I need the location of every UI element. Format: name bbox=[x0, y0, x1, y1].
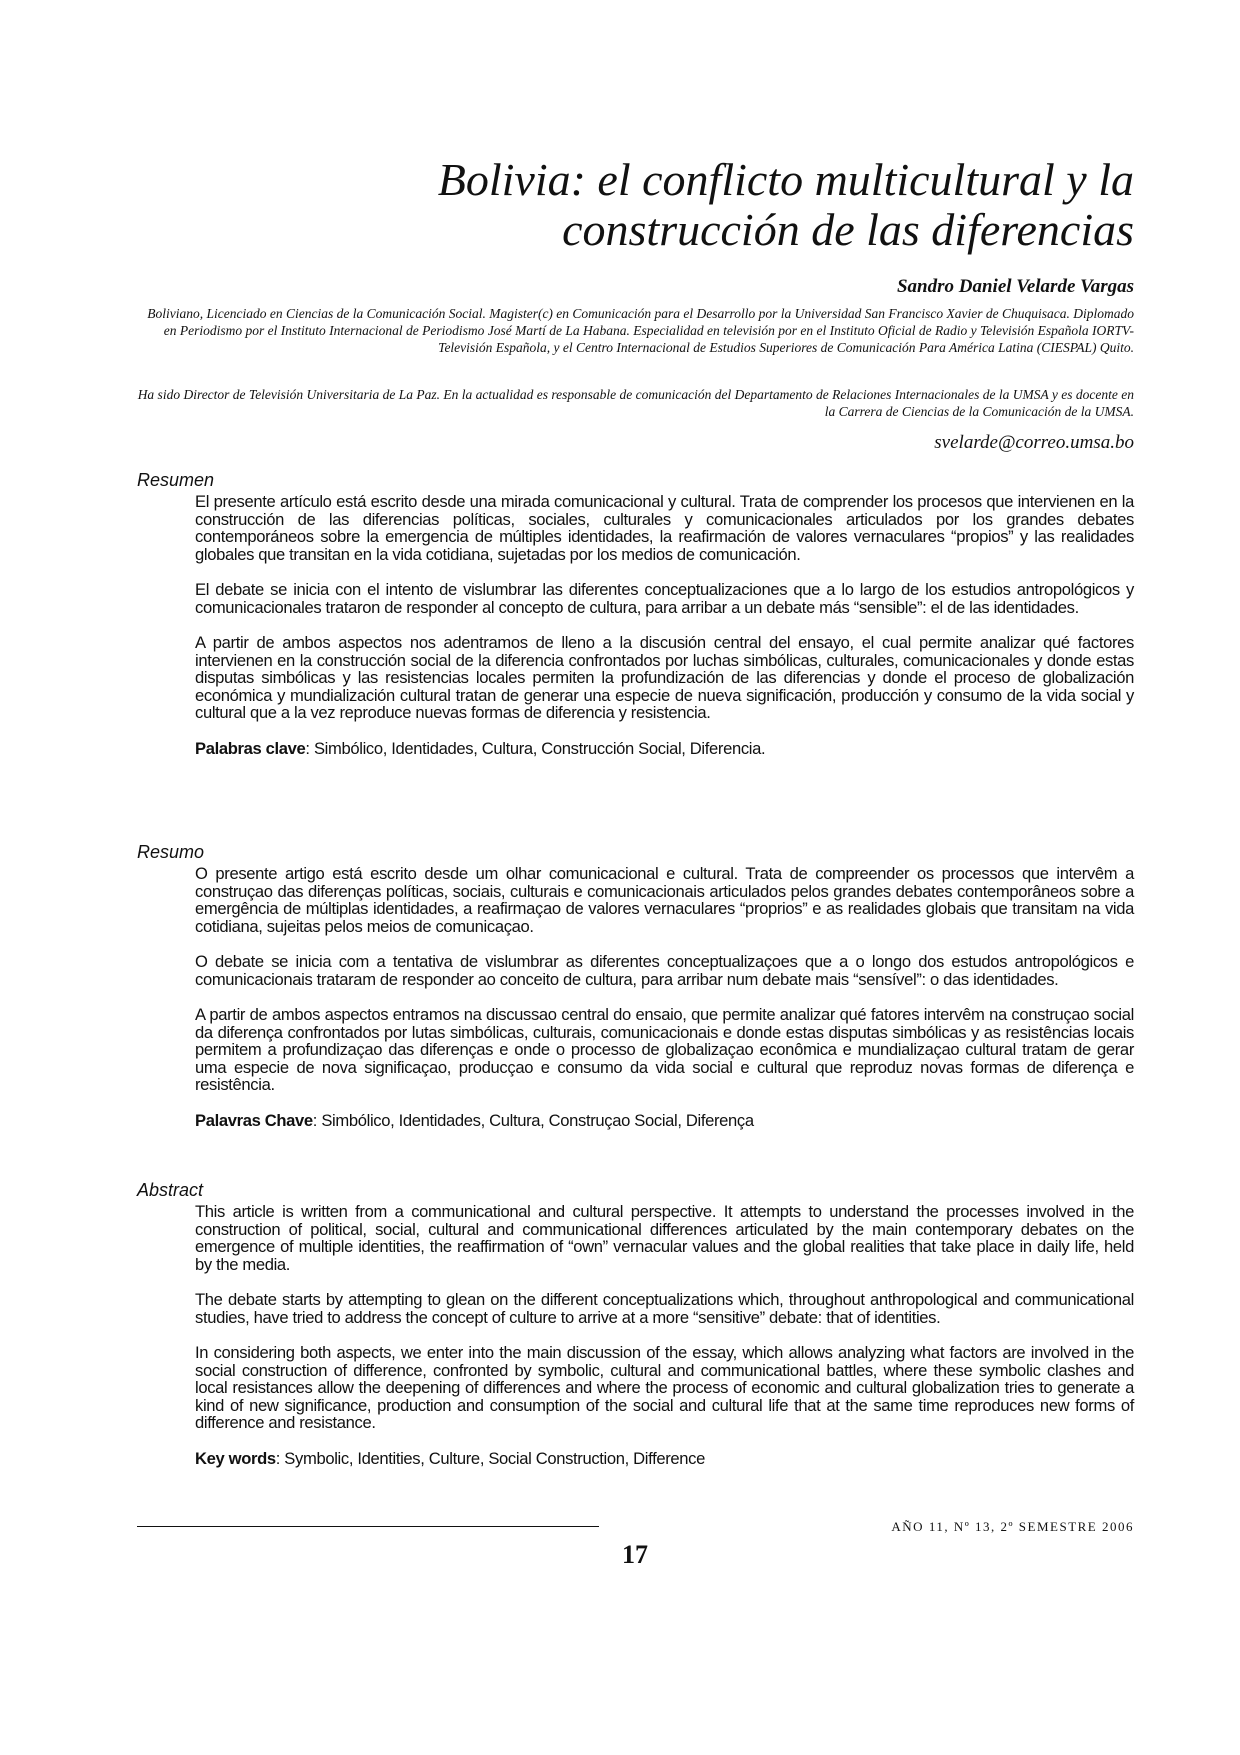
keywords-list: : Simbólico, Identidades, Cultura, Construçao Social, Diferença bbox=[312, 1110, 754, 1130]
keywords-label: Palabras clave bbox=[195, 738, 306, 758]
section-heading: Resumo bbox=[137, 842, 205, 862]
footer-rule bbox=[137, 1526, 599, 1527]
paragraph: El presente artículo está escrito desde una mirada comunicacional y cultural. Trata de comprender los procesos que intervienen en la construcción de las diferencias políticas, sociales, culturales y comunicacionales articulados por los grandes debates contemporáneos sobre la emergencia de múltiples identidades, la reafirmación de valores vernaculares “propios” y las realidades globales que transitan en la vida cotidiana, sujetadas por los medios de comunicación. bbox=[195, 492, 1134, 564]
keywords-list: : Simbólico, Identidades, Cultura, Construcción Social, Diferencia. bbox=[305, 738, 766, 758]
keywords bbox=[195, 1112, 1134, 1130]
paragraph: O presente artigo está escrito desde um olhar comunicacional e cultural. Trata de compreender os processos que intervêm a construçao das diferenças políticas, sociais, culturais e comunicacionais articulados pelos grandes debates contemporâneos sobre a emergência de múltiplas identidades, a reafirmaçao de valores vernaculares “proprios” e as realidades globais que transitam na vida cotidiana, sujeitas pelos meios de comunicaçao. bbox=[195, 864, 1134, 936]
section-heading: Resumen bbox=[137, 470, 215, 490]
keywords bbox=[195, 740, 1134, 758]
resumo-section bbox=[137, 842, 1134, 1129]
paragraph: In considering both aspects, we enter into the main discussion of the essay, which allows analyzing what factors are involved in the social construction of difference, confronted by symbolic, cultural and communicational battles, where these symbolic clashes and local resistances allow the deepening of differences and where the process of economic and cultural globalization tries to generate a kind of new significance, production and consumption of the social and cultural life that at the same time reproduces new forms of difference and resistance. bbox=[195, 1343, 1134, 1432]
page-number: 17 bbox=[622, 1540, 648, 1569]
paragraph: El debate se inicia con el intento de vislumbrar las diferentes conceptualizaciones que a lo largo de los estudios antropológicos y comunicacionales trataron de responder al concepto de cultura, para arribar a un debate más “sensible”: el de las identidades. bbox=[195, 580, 1134, 617]
article-title bbox=[438, 155, 1134, 255]
keywords-label: Key words bbox=[195, 1448, 276, 1468]
keywords bbox=[195, 1450, 1134, 1468]
keywords-list: : Symbolic, Identities, Culture, Social Construction, Difference bbox=[275, 1448, 705, 1468]
paragraph: This article is written from a communicational and cultural perspective. It attempts to understand the processes involved in the construction of political, social, cultural and communicational differences articulated by the main contemporary debates on the emergence of multiple identities, the reaffirmation of “own” vernacular values and the global realities that take place in daily life, held by the media. bbox=[195, 1202, 1134, 1274]
abstract-section bbox=[137, 1180, 1134, 1467]
paragraph: A partir de ambos aspectos entramos na discussao central do ensaio, que permite analizar qué fatores intervêm na construçao social da diferença confrontados por lutas simbólicas, culturais, comunicacionais e donde estas disputas simbólicas y as resistências locais permitem a profundizaçao das diferenças e onde o processo de globalizaçao econômica e mundializaçao cultural tratam de gerar uma especie de nova significaçao, producçao e consumo da vida social e cultural que reproduz novas formas de diferença e resistência. bbox=[195, 1005, 1134, 1094]
author-email: svelarde@correo.umsa.bo bbox=[934, 432, 1134, 453]
paragraph: A partir de ambos aspectos nos adentramos de lleno a la discusión central del ensayo, el cual permite analizar qué factores intervienen en la construcción social de la diferencia confrontados por luchas simbólicas, culturales, comunicacionales y donde estas disputas simbólicas y las resistencias locales permiten la profundización de las diferencias y donde el proceso de globalización económica y mundialización cultural tratan de generar una especie de nueva significación, producción y consumo de la vida social y cultural que a la vez reproduce nuevas formas de diferencia y resistencia. bbox=[195, 633, 1134, 722]
author-name: Sandro Daniel Velarde Vargas bbox=[896, 276, 1134, 297]
title-line-2: construcción de las diferencias bbox=[562, 204, 1134, 255]
section-heading: Abstract bbox=[137, 1180, 204, 1200]
issue-info: AÑO 11, Nº 13, 2º SEMESTRE 2006 bbox=[891, 1519, 1134, 1534]
author-bio: Boliviano, Licenciado en Ciencias de la Comunicación Social. Magister(c) en Comunicación para el Desarrollo por la Universidad San Francisco Xavier de Chuquisaca. Diplomado en Periodismo por el Instituto Internacional de Periodismo José Martí de La Habana. Especialidad en televisión por en el Instituto Oficial de Radio y Televisión Española IORTV-Televisión Española, y el Centro Internacional de Estudios Superiores de Comunicación Para América Latina (CIESPAL) Quito. bbox=[147, 306, 1134, 355]
paragraph: O debate se inicia com a tentativa de vislumbrar as diferentes conceptualizaçoes que a o longo dos estudos antropológicos e comunicacionais trataram de responder ao conceito de cultura, para arribar num debate mais “sensível”: o das identidades. bbox=[195, 952, 1134, 989]
author-bio-2: Ha sido Director de Televisión Universitaria de La Paz. En la actualidad es responsable de comunicación del Departamento de Relaciones Internacionales de la UMSA y es docente en la Carrera de Ciencias de la Comunicación de la UMSA. bbox=[137, 387, 1134, 419]
keywords-label: Palavras Chave bbox=[195, 1110, 313, 1130]
title-line-1: Bolivia: el conflicto multicultural y la bbox=[437, 154, 1134, 205]
resumen-section bbox=[137, 470, 1134, 757]
paragraph: The debate starts by attempting to glean on the different conceptualizations which, throughout anthropological and communicational studies, have tried to address the concept of culture to arrive at a more “sensitive” debate: that of identities. bbox=[195, 1290, 1134, 1327]
